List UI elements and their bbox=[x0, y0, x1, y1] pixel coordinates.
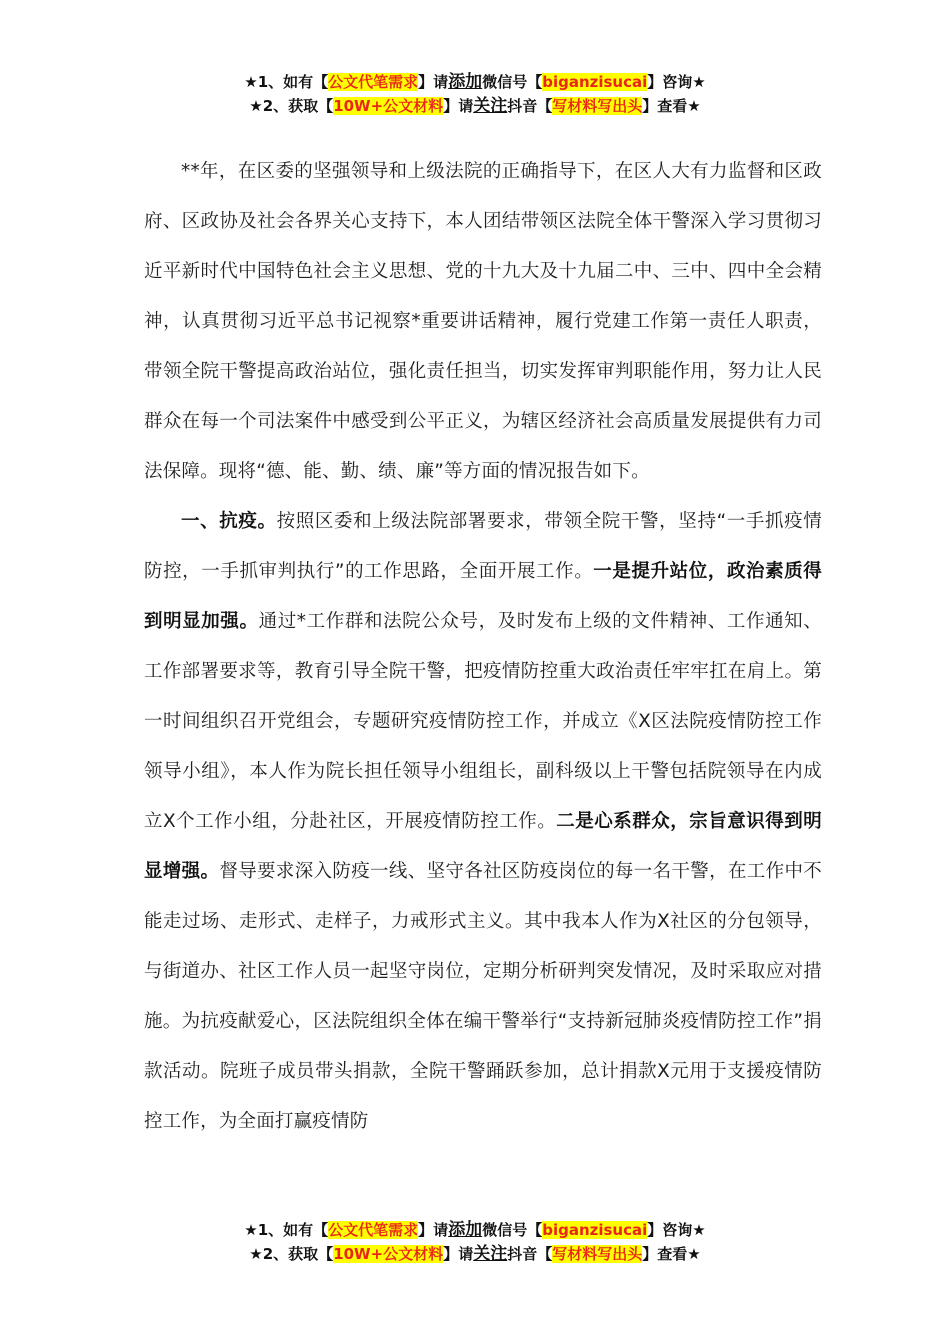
highlight-materials: 10W+公文材料 bbox=[333, 97, 444, 115]
highlight-douyin-account: 写材料写出头 bbox=[552, 97, 643, 115]
highlight-service: 公文代笔需求 bbox=[328, 73, 419, 91]
footer-banner bbox=[0, 1218, 950, 1266]
banner-line-2: ★2、获取【10W+公文材料】请关注抖音【写材料写出头】查看★ bbox=[249, 96, 701, 116]
highlight-douyin-account: 写材料写出头 bbox=[552, 1245, 643, 1263]
point-one-heading: 一是提升站位，政治素质得到明显加强。 bbox=[144, 561, 823, 632]
banner-line-1: ★1、如有【公文代笔需求】请添加微信号【biganzisucai】咨询★ bbox=[244, 1220, 706, 1240]
highlight-wechat-id: biganzisucai bbox=[542, 73, 648, 91]
highlight-materials: 10W+公文材料 bbox=[333, 1245, 444, 1263]
highlight-wechat-id: biganzisucai bbox=[542, 1221, 648, 1239]
section-heading: 一、抗疫。 bbox=[181, 511, 277, 532]
header-banner bbox=[0, 70, 950, 118]
point-two-heading: 二是心系群众，宗旨意识得到明显增强。 bbox=[144, 811, 822, 882]
banner-line-1: ★1、如有【公文代笔需求】请添加微信号【biganzisucai】咨询★ bbox=[244, 72, 706, 92]
intro-paragraph: **年，在区委的坚强领导和上级法院的正确指导下，在区人大有力监督和区政府、区政协及社会各界关心支持下，本人团结带领区法院全体干警深入学习贯彻习近平新时代中国特色社会主义思想、党的十九大及十九届二中、三中、四中全会精神，认真贯彻习近平总书记视察*重要讲话精神，履行党建工作第一责任人职责，带领全院干警提高政治站位，强化责任担当，切实发挥审判职能作用，努力让人民群众在每一个司法案件中感受到公平正义，为辖区经济社会高质量发展提供有力司法保障。现将“德、能、勤、绩、廉”等方面的情况报告如下。 bbox=[144, 161, 822, 482]
document-body bbox=[144, 147, 822, 1147]
section-anti-epidemic: 一、抗疫。按照区委和上级法院部署要求，带领全院干警，坚持“一手抓疫情防控，一手抓审判执行”的工作思路，全面开展工作。一是提升站位，政治素质得到明显加强。通过*工作群和法院公众号，及时发布上级的文件精神、工作通知、工作部署要求等，教育引导全院干警，把疫情防控重大政治责任牢牢扛在肩上。第一时间组织召开党组会，专题研究疫情防控工作，并成立《X区法院疫情防控工作领导小组》，本人作为院长担任领导小组组长，副科级以上干警包括院领导在内成立X个工作小组，分赴社区，开展疫情防控工作。二是心系群众，宗旨意识得到明显增强。督导要求深入防疫一线、坚守各社区防疫岗位的每一名干警，在工作中不能走过场、走形式、走样子，力戒形式主义。其中我本人作为X社区的分包领导，与街道办、社区工作人员一起坚守岗位，定期分析研判突发情况，及时采取应对措施。为抗疫献爱心，区法院组织全体在编干警举行“支持新冠肺炎疫情防控工作”捐款活动。院班子成员带头捐款，全院干警踊跃参加，总计捐款X元用于支援疫情防控工作，为全面打赢疫情防 bbox=[144, 511, 823, 1132]
highlight-service: 公文代笔需求 bbox=[328, 1221, 419, 1239]
banner-line-2: ★2、获取【10W+公文材料】请关注抖音【写材料写出头】查看★ bbox=[249, 1244, 701, 1264]
